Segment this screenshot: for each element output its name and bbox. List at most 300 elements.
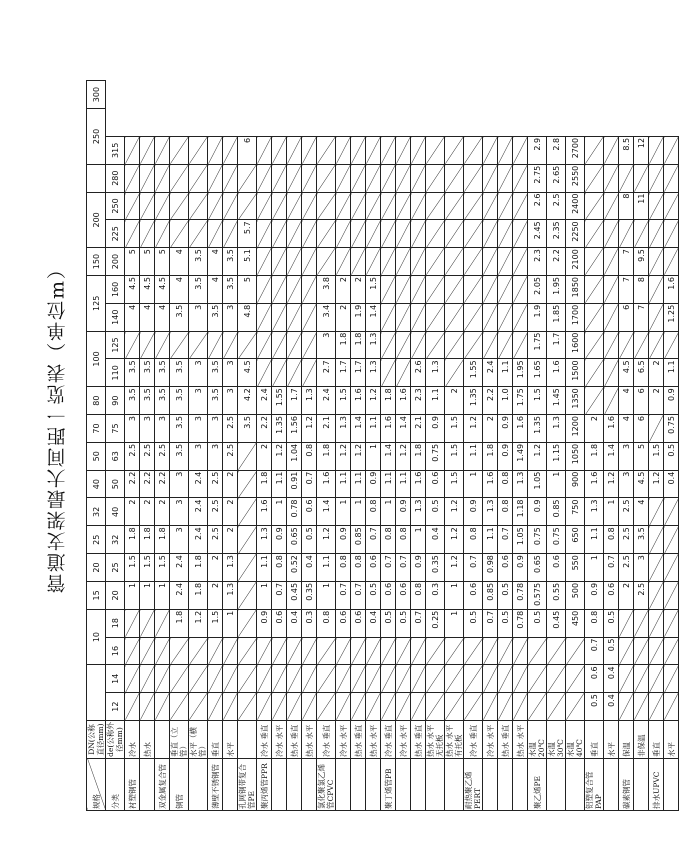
empty-cell (396, 331, 411, 359)
value-cell: 0.8 (351, 554, 366, 582)
value-cell: 2 (336, 276, 351, 304)
de-header-cell: 14 (106, 665, 125, 693)
value-cell: 0.5 (381, 609, 396, 637)
value-cell: 1.6 (257, 498, 272, 526)
value-cell: 2 (208, 554, 223, 582)
empty-cell (155, 693, 170, 721)
row-sub-label: 水平 (223, 721, 238, 759)
empty-cell (317, 665, 336, 693)
value-cell: 4 (170, 276, 189, 304)
empty-cell (381, 220, 396, 248)
empty-cell (257, 637, 272, 665)
table-row (287, 81, 302, 811)
empty-cell (170, 220, 189, 248)
value-cell: 1.7 (351, 359, 366, 387)
value-cell: 1.2 (649, 470, 664, 498)
dn-header-cell: 80 (87, 387, 106, 415)
value-cell: 0.575 (528, 581, 547, 609)
value-cell: 1.8 (351, 331, 366, 359)
value-cell: 0.5 (664, 442, 679, 470)
empty-cell (411, 220, 426, 248)
value-cell: 1.2 (445, 554, 464, 582)
value-cell: 0.9 (585, 581, 604, 609)
empty-cell (170, 331, 189, 359)
table-row (411, 81, 426, 811)
value-cell: 1.6 (396, 387, 411, 415)
row-group-label (351, 759, 366, 811)
empty-cell (238, 637, 257, 665)
value-cell: 0.8 (317, 609, 336, 637)
empty-cell (513, 693, 528, 721)
empty-cell (649, 331, 664, 359)
value-cell: 0.5 (464, 609, 483, 637)
value-cell: 1.6 (351, 387, 366, 415)
value-cell: 1 (547, 470, 566, 498)
empty-cell (208, 693, 223, 721)
value-cell: 7 (619, 248, 634, 276)
empty-cell (619, 693, 634, 721)
row-group-label (223, 759, 238, 811)
value-cell: 0.9 (464, 498, 483, 526)
value-cell: 3 (189, 415, 208, 443)
row-sub-label: 冷水 垂直 (257, 721, 272, 759)
value-cell: 1.75 (513, 387, 528, 415)
value-cell: 1.45 (547, 387, 566, 415)
value-cell: 3 (634, 554, 649, 582)
table-row (336, 81, 351, 811)
value-cell: 2.4 (257, 387, 272, 415)
empty-cell (272, 693, 287, 721)
empty-cell (125, 637, 140, 665)
value-cell: 0.9 (336, 526, 351, 554)
row-sub-label: 冷水 (125, 721, 140, 759)
table-row (170, 81, 189, 811)
row-group-label (140, 759, 155, 811)
value-cell: 2 (223, 526, 238, 554)
de-header-cell: 200 (106, 248, 125, 276)
empty-cell (336, 665, 351, 693)
value-cell: 1.5 (336, 387, 351, 415)
row-group-label (498, 759, 513, 811)
value-cell: 2 (483, 415, 498, 443)
value-cell: 1.2 (351, 442, 366, 470)
empty-cell (302, 331, 317, 359)
empty-cell (513, 331, 528, 359)
empty-cell (634, 665, 649, 693)
empty-cell (585, 248, 604, 276)
value-cell: 750 (566, 498, 585, 526)
empty-cell (649, 581, 664, 609)
value-cell: 0.9 (528, 498, 547, 526)
empty-cell (483, 665, 498, 693)
empty-cell (411, 164, 426, 192)
header-row-de (106, 81, 125, 811)
empty-cell (634, 220, 649, 248)
row-group-label: 聚丁烯管PB (381, 759, 396, 811)
value-cell: 1.7 (547, 331, 566, 359)
value-cell: 1.05 (528, 470, 547, 498)
empty-cell (351, 136, 366, 164)
empty-cell (257, 665, 272, 693)
table-row (140, 81, 155, 811)
empty-cell (664, 498, 679, 526)
value-cell: 1.5 (208, 609, 223, 637)
empty-cell (498, 164, 513, 192)
empty-cell (547, 665, 566, 693)
empty-cell (336, 637, 351, 665)
value-cell: 0.9 (426, 415, 445, 443)
dn-header-cell: 150 (87, 248, 106, 276)
value-cell: 3.5 (140, 387, 155, 415)
empty-cell (125, 164, 140, 192)
empty-cell (170, 693, 189, 721)
empty-cell (155, 164, 170, 192)
value-cell: 1.6 (483, 470, 498, 498)
empty-cell (498, 248, 513, 276)
value-cell: 0.8 (498, 470, 513, 498)
value-cell: 7 (619, 276, 634, 304)
empty-cell (634, 693, 649, 721)
empty-cell (189, 693, 208, 721)
value-cell: 1.3 (366, 359, 381, 387)
value-cell: 1.8 (189, 581, 208, 609)
value-cell: 0.6 (366, 554, 381, 582)
empty-cell (351, 693, 366, 721)
row-group-label (513, 759, 528, 811)
value-cell: 0.9 (411, 554, 426, 582)
empty-cell (445, 637, 464, 665)
empty-cell (208, 192, 223, 220)
empty-cell (604, 220, 619, 248)
row-sub-label: 垂直 (208, 721, 223, 759)
value-cell: 0.55 (547, 581, 566, 609)
empty-cell (411, 248, 426, 276)
empty-cell (604, 136, 619, 164)
empty-cell (513, 637, 528, 665)
value-cell: 650 (566, 526, 585, 554)
empty-cell (302, 164, 317, 192)
row-sub-label: 热水 水平 无托板 (426, 721, 445, 759)
empty-cell (272, 303, 287, 331)
value-cell: 2 (336, 303, 351, 331)
row-sub-label (155, 721, 170, 759)
empty-cell (223, 192, 238, 220)
value-cell: 2 (585, 415, 604, 443)
table-row (649, 81, 664, 811)
row-group-label (483, 759, 498, 811)
value-cell: 0.5 (604, 609, 619, 637)
value-cell: 6 (634, 415, 649, 443)
empty-cell (498, 192, 513, 220)
value-cell: 0.7 (585, 637, 604, 665)
value-cell: 0.9 (366, 470, 381, 498)
empty-cell (238, 609, 257, 637)
de-header-cell: 315 (106, 136, 125, 164)
row-sub-label: 水温 40℃ (566, 721, 585, 759)
value-cell: 2.5 (547, 192, 566, 220)
empty-cell (396, 220, 411, 248)
empty-cell (208, 220, 223, 248)
row-sub-label: 水温 30℃ (547, 721, 566, 759)
empty-cell (302, 637, 317, 665)
value-cell: 1.3 (257, 526, 272, 554)
value-cell: 0.9 (257, 609, 272, 637)
empty-cell (170, 637, 189, 665)
empty-cell (634, 609, 649, 637)
empty-cell (649, 498, 664, 526)
row-group-label (272, 759, 287, 811)
de-header-cell: 225 (106, 220, 125, 248)
value-cell: 1.65 (528, 359, 547, 387)
value-cell: 5 (238, 276, 257, 304)
empty-cell (513, 248, 528, 276)
empty-cell (411, 192, 426, 220)
value-cell: 5 (125, 248, 140, 276)
empty-cell (513, 192, 528, 220)
value-cell: 0.8 (272, 554, 287, 582)
de-header-cell: 25 (106, 554, 125, 582)
value-cell: 0.5 (528, 609, 547, 637)
value-cell: 0.8 (336, 554, 351, 582)
empty-cell (302, 136, 317, 164)
value-cell: 1.2 (302, 415, 317, 443)
empty-cell (664, 581, 679, 609)
value-cell: 0.3 (302, 609, 317, 637)
value-cell: 3.5 (125, 359, 140, 387)
value-cell: 550 (566, 554, 585, 582)
empty-cell (445, 220, 464, 248)
value-cell: 1.1 (272, 470, 287, 498)
value-cell: 1.5 (528, 387, 547, 415)
empty-cell (411, 303, 426, 331)
value-cell: 1.2 (445, 498, 464, 526)
value-cell: 5 (155, 248, 170, 276)
empty-cell (498, 665, 513, 693)
empty-cell (302, 248, 317, 276)
value-cell: 1.4 (366, 303, 381, 331)
value-cell: 0.8 (302, 442, 317, 470)
row-group-label (426, 759, 445, 811)
empty-cell (272, 276, 287, 304)
value-cell: 1 (351, 498, 366, 526)
empty-cell (498, 220, 513, 248)
empty-cell (272, 359, 287, 387)
value-cell: 2.2 (257, 415, 272, 443)
table-row (513, 81, 528, 811)
empty-cell (498, 303, 513, 331)
empty-cell (272, 331, 287, 359)
value-cell: 1.6 (317, 470, 336, 498)
empty-cell (155, 609, 170, 637)
value-cell: 1.3 (223, 554, 238, 582)
empty-cell (125, 693, 140, 721)
empty-cell (604, 331, 619, 359)
empty-cell (140, 164, 155, 192)
value-cell: 1.25 (664, 303, 679, 331)
value-cell: 1.8 (336, 331, 351, 359)
empty-cell (426, 276, 445, 304)
row-sub-label: 热水 垂直 (287, 721, 302, 759)
empty-cell (257, 248, 272, 276)
value-cell: 2.3 (411, 387, 426, 415)
de-label: de(公称外径mm) (106, 722, 124, 757)
empty-cell (604, 359, 619, 387)
empty-cell (208, 331, 223, 359)
empty-cell (272, 637, 287, 665)
empty-cell (464, 220, 483, 248)
table-row (664, 81, 679, 811)
value-cell: 1 (257, 581, 272, 609)
empty-cell (619, 331, 634, 359)
value-cell: 0.5 (585, 693, 604, 721)
table-row (155, 81, 170, 811)
value-cell: 1 (464, 470, 483, 498)
empty-cell (426, 164, 445, 192)
value-cell: 1 (445, 609, 464, 637)
value-cell: 1 (223, 609, 238, 637)
value-cell: 1.1 (464, 442, 483, 470)
dn-header-cell: 25 (87, 526, 106, 554)
empty-cell (317, 693, 336, 721)
empty-cell (426, 665, 445, 693)
value-cell: 3.5 (170, 415, 189, 443)
value-cell: 1.6 (411, 470, 426, 498)
empty-cell (317, 220, 336, 248)
empty-cell (619, 609, 634, 637)
empty-cell (223, 693, 238, 721)
value-cell: 0.52 (287, 554, 302, 582)
row-sub-label: 水平 (664, 721, 679, 759)
empty-cell (445, 359, 464, 387)
row-sub-label: 热水 水平 (366, 721, 381, 759)
row-sub-label: 冷水 水平 (483, 721, 498, 759)
empty-cell (287, 693, 302, 721)
value-cell: 3.5 (634, 526, 649, 554)
empty-cell (189, 192, 208, 220)
value-cell: 4 (208, 248, 223, 276)
value-cell: 3.5 (208, 303, 223, 331)
value-cell: 3 (223, 303, 238, 331)
value-cell: 0.6 (547, 554, 566, 582)
row-group-label (302, 759, 317, 811)
value-cell: 3 (170, 526, 189, 554)
de-header-cell: 90 (106, 387, 125, 415)
table-row (585, 81, 604, 811)
empty-cell (664, 693, 679, 721)
value-cell: 2.1 (317, 415, 336, 443)
value-cell: 0.4 (302, 554, 317, 582)
value-cell: 1.5 (445, 470, 464, 498)
value-cell: 3 (140, 415, 155, 443)
empty-cell (336, 164, 351, 192)
row-sub-label: 冷水 垂直 (381, 721, 396, 759)
value-cell: 1.35 (464, 387, 483, 415)
empty-cell (513, 220, 528, 248)
empty-cell (351, 248, 366, 276)
empty-cell (483, 276, 498, 304)
empty-cell (547, 693, 566, 721)
empty-cell (155, 665, 170, 693)
value-cell: 0.35 (426, 554, 445, 582)
empty-cell (302, 220, 317, 248)
value-cell: 3.5 (170, 442, 189, 470)
value-cell: 1050 (566, 442, 585, 470)
value-cell: 2.2 (140, 470, 155, 498)
value-cell: 3 (189, 359, 208, 387)
empty-cell (155, 136, 170, 164)
empty-cell (257, 164, 272, 192)
value-cell: 0.7 (336, 581, 351, 609)
empty-cell (411, 693, 426, 721)
value-cell: 1.85 (547, 303, 566, 331)
value-cell: 1.1 (396, 470, 411, 498)
row-sub-label: 水平 (604, 721, 619, 759)
value-cell: 1.5 (445, 442, 464, 470)
de-header-cell: 280 (106, 164, 125, 192)
empty-cell (664, 248, 679, 276)
value-cell: 2.4 (189, 526, 208, 554)
value-cell: 1.3 (513, 470, 528, 498)
empty-cell (238, 554, 257, 582)
value-cell: 2.5 (619, 498, 634, 526)
value-cell: 1.49 (513, 442, 528, 470)
dn-header-cell: 20 (87, 554, 106, 582)
value-cell: 1.2 (366, 387, 381, 415)
value-cell: 1.8 (381, 387, 396, 415)
empty-cell (223, 637, 238, 665)
row-sub-label: 热水 (140, 721, 155, 759)
row-sub-label: 热水 垂直 (498, 721, 513, 759)
table-row (604, 81, 619, 811)
value-cell: 1.8 (483, 442, 498, 470)
empty-cell (464, 693, 483, 721)
value-cell: 1 (125, 581, 140, 609)
empty-cell (257, 136, 272, 164)
empty-cell (238, 470, 257, 498)
de-header-cell: 20 (106, 581, 125, 609)
empty-cell (223, 665, 238, 693)
value-cell: 1.8 (257, 470, 272, 498)
value-cell: 1.5 (445, 415, 464, 443)
value-cell: 1.2 (528, 442, 547, 470)
value-cell: 2 (351, 276, 366, 304)
de-header-cell: 75 (106, 415, 125, 443)
empty-cell (396, 248, 411, 276)
empty-cell (155, 331, 170, 359)
value-cell: 1.35 (528, 415, 547, 443)
row-group-label: 铝塑复合管PAP (585, 759, 604, 811)
value-cell: 1.1 (426, 387, 445, 415)
value-cell: 0.9 (664, 387, 679, 415)
value-cell: 3.8 (317, 276, 336, 304)
value-cell: 1 (272, 498, 287, 526)
value-cell: 4.5 (140, 276, 155, 304)
empty-cell (445, 164, 464, 192)
empty-cell (208, 164, 223, 192)
value-cell: 0.9 (498, 415, 513, 443)
value-cell: 12 (634, 136, 649, 164)
empty-cell (649, 164, 664, 192)
value-cell: 1.95 (513, 359, 528, 387)
value-cell: 2 (619, 581, 634, 609)
de-header-cell: 12 (106, 693, 125, 721)
empty-cell (287, 359, 302, 387)
value-cell: 1.5 (649, 442, 664, 470)
empty-cell (140, 693, 155, 721)
value-cell: 3 (223, 359, 238, 387)
empty-cell (566, 637, 585, 665)
value-cell: 1.3 (336, 415, 351, 443)
